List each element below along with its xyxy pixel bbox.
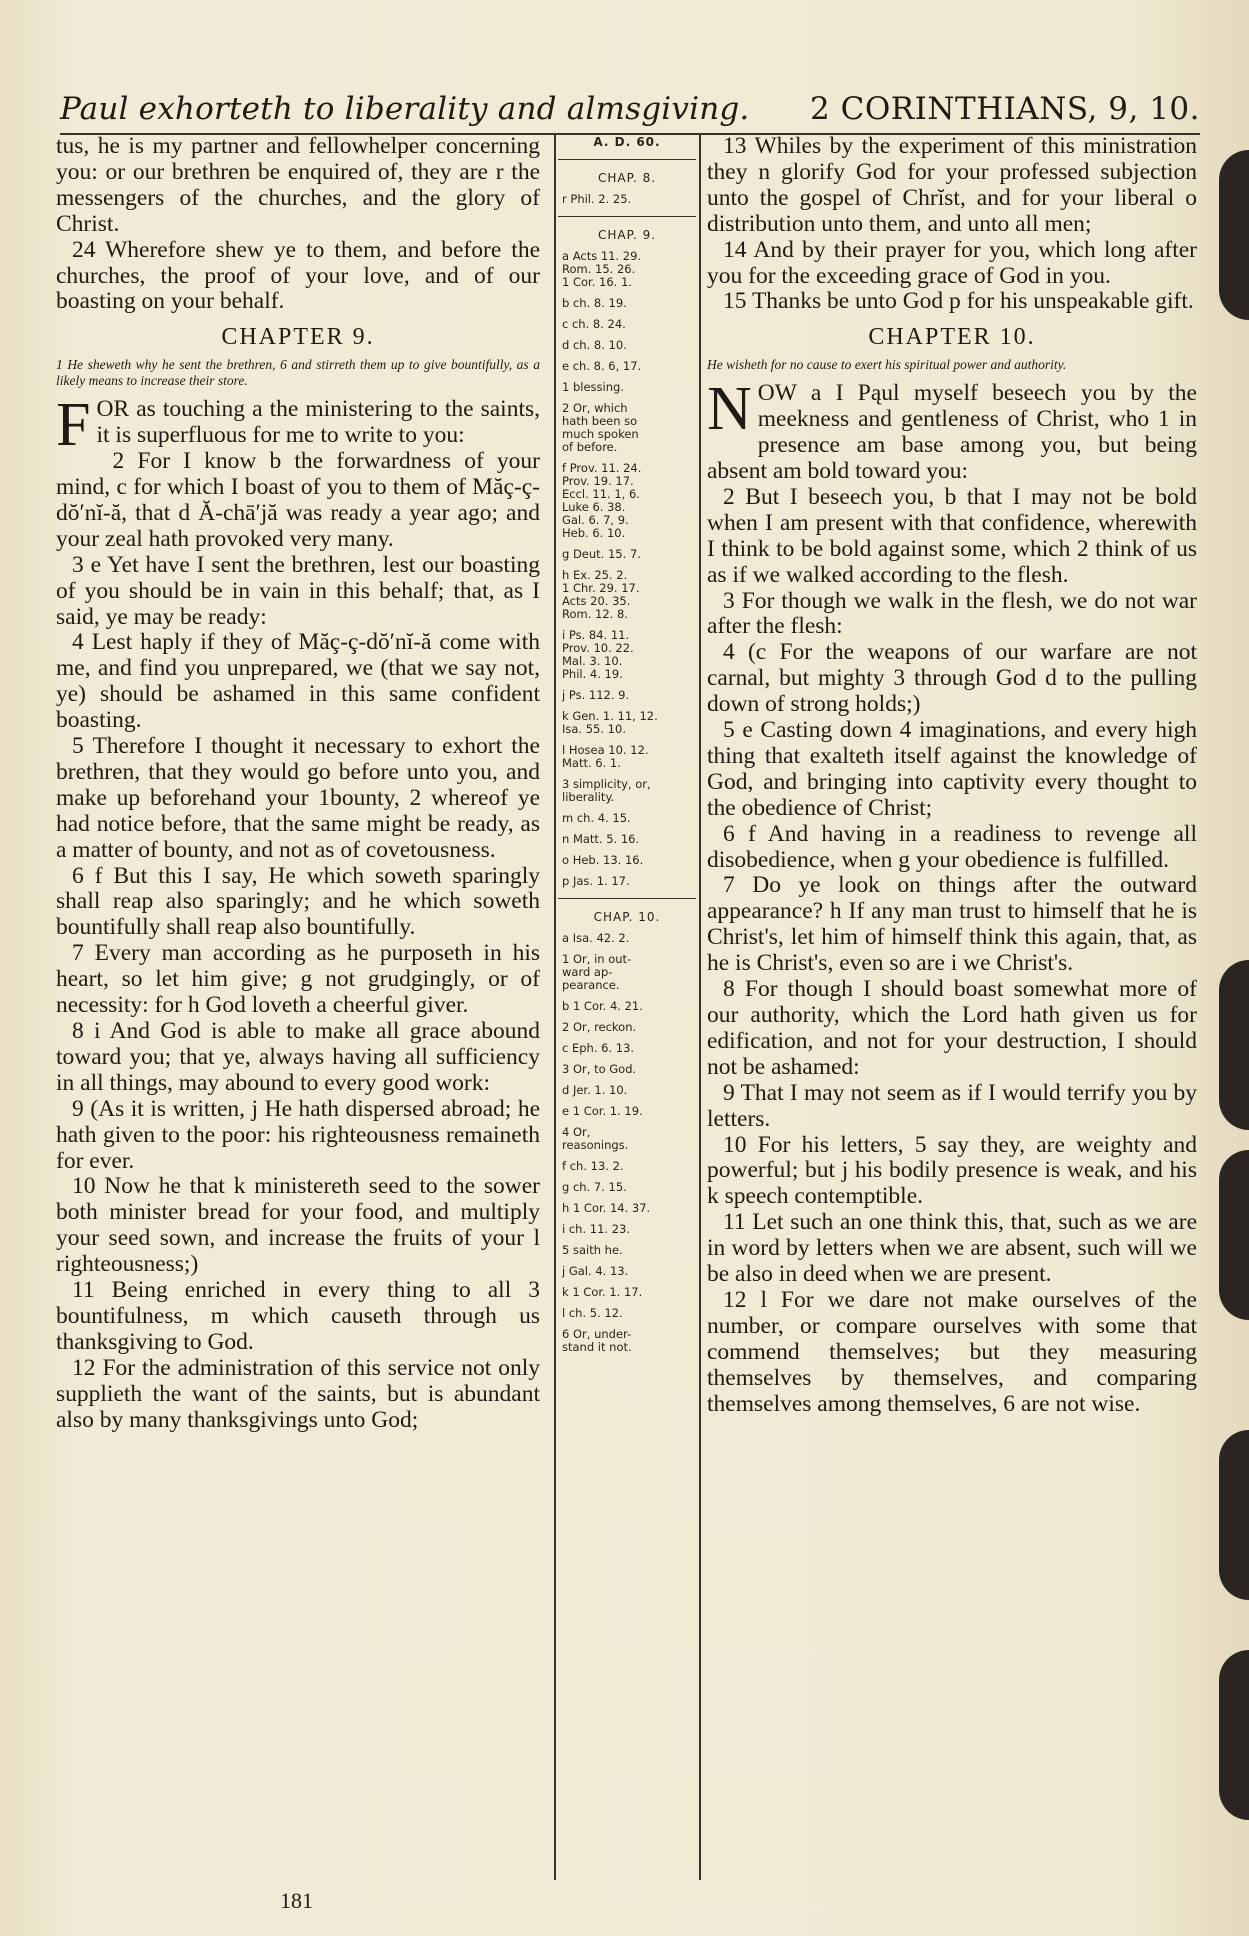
cross-reference: i Ps. 84. 11. Prov. 10. 22. Mal. 3. 10. Phil. 4. 19.	[562, 628, 634, 681]
cross-reference: k Gen. 1. 11, 12. Isa. 55. 10.	[562, 709, 658, 736]
verse-paragraph: 15 Thanks be unto God p for his unspeakable gift.	[723, 288, 1194, 315]
cross-reference: f Prov. 11. 24. Prov. 19. 17. Eccl. 11. 1, 6. Luke 6. 38. Gal. 6. 7, 9. Heb. 6. 10.	[562, 461, 642, 540]
cross-reference: e 1 Cor. 1. 19.	[562, 1104, 643, 1118]
verse-paragraph: 9 That I may not seem as if I would terrify you by letters.	[707, 1079, 1197, 1132]
cross-reference: 3 simplicity, or, liberality.	[562, 777, 651, 804]
running-header	[60, 75, 1200, 135]
reference-rule	[558, 898, 696, 899]
reference-chapter-9: CHAP. 9.	[597, 228, 657, 242]
cross-reference: b ch. 8. 19.	[562, 296, 627, 310]
drop-cap-letter: N	[707, 375, 752, 444]
thumb-index-tab[interactable]	[1219, 960, 1249, 1130]
cross-reference: 2 Or, which hath been so much spoken of before.	[562, 401, 639, 454]
cross-reference: l ch. 5. 12.	[562, 1306, 623, 1320]
verse-paragraph: 3 e Yet have I sent the brethren, lest our boasting of you should be in vain in this behalf; that, as I said, ye may be ready:	[56, 551, 540, 630]
cross-reference: 1 blessing.	[562, 380, 624, 394]
drop-cap-letter: F	[56, 391, 91, 460]
thumb-index-tab[interactable]	[1219, 1150, 1249, 1320]
verse-paragraph: 8 i And God is able to make all grace abound toward you; that ye, always having all sufficiency in all things, may abound to every good work:	[56, 1018, 540, 1096]
header-title-right: 2 CORINTHIANS, 9, 10.	[810, 91, 1200, 127]
cross-reference: 3 Or, to God.	[562, 1062, 637, 1076]
verse-paragraph: 12 For the administration of this service not only supplieth the want of the saints, but is abundant also by many thanksgivings unto God;	[56, 1354, 540, 1433]
cross-reference: c ch. 8. 24.	[562, 317, 626, 331]
verse-paragraph: 4 (c For the weapons of our warfare are not carnal, but mighty 3 through God d to the pulling down of strong holds;)	[707, 639, 1197, 718]
cross-reference: f ch. 13. 2.	[562, 1159, 624, 1173]
verse-paragraph: 5 Therefore I thought it necessary to exhort the brethren, that they would go before unto you, and make up beforehand your 1bounty, 2 whereof ye had notice before, that the same might be ready, as a matter of bounty, and not as of covetousness.	[56, 733, 540, 863]
verse-paragraph: 8 For though I should boast somewhat more of our authority, which the Lord hath given us for edification, and not for your destruction, I should not be ashamed:	[707, 976, 1197, 1080]
page-number: 181	[280, 1888, 313, 1913]
column-divider-right	[699, 134, 701, 1880]
verse-paragraph: 12 l For we dare not make ourselves of the number, or compare ourselves with some that commend themselves; but they measuring themselves by themselves, and comparing themselves among themselves, 6 are not wise.	[707, 1286, 1197, 1417]
reference-rule	[558, 159, 696, 160]
verse-paragraph: 2 But I beseech you, b that I may not be bold when I am present with that confidence, wherewith I think to be bold against some, which 2 think of us as if we walked according to the flesh.	[707, 483, 1197, 588]
chapter-10-heading: CHAPTER 10.	[868, 324, 1036, 351]
verse-paragraph: 7 Every man according as he purposeth in his heart, so let him give; g not grudgingly, or of necessity: for h God loveth a cheerful giver.	[56, 940, 540, 1019]
chapter-10-summary: He wisheth for no cause to exert his spiritual power and authority.	[707, 357, 1067, 373]
anno-domini-date: A. D. 60.	[593, 135, 661, 149]
cross-reference: n Matt. 5. 16.	[562, 832, 640, 846]
thumb-index-tab[interactable]	[1219, 1650, 1249, 1820]
verse-paragraph: 10 For his letters, 5 say they, are weighty and powerful; but j his bodily presence is weak, and his k speech contemptible.	[707, 1131, 1197, 1210]
chapter-9-summary: 1 He sheweth why he sent the brethren, 6 and stirreth them up to give bountifully, as a likely means to increase their store.	[56, 357, 540, 389]
verse-paragraph: 3 For though we walk in the flesh, we do not war after the flesh:	[707, 587, 1197, 640]
cross-reference: h Ex. 25. 2. 1 Chr. 29. 17. Acts 20. 35. Rom. 12. 8.	[562, 568, 640, 621]
cross-reference: 5 saith he.	[562, 1243, 623, 1257]
cross-reference: 6 Or, under- stand it not.	[562, 1327, 632, 1354]
column-divider-left	[554, 134, 556, 1880]
verse-paragraph: 4 Lest haply if they of Măç-ç-dŏ′nĭ-ă come with me, and find you unprepared, we (that we say not, ye) should be ashamed in this same confident boasting.	[56, 629, 540, 734]
cross-reference: c Eph. 6. 13.	[562, 1041, 635, 1055]
cross-reference: j Gal. 4. 13.	[562, 1264, 629, 1278]
verse-paragraph: 13 Whiles by the experiment of this ministration they n glorify God for your professed subjection unto the gospel of Chrĭst, and for your liberal o distribution unto them, and unto all men;	[707, 133, 1197, 237]
header-title-left: Paul exhorteth to liberality and almsgiving.	[60, 91, 750, 127]
verse-paragraph: 24 Wherefore shew ye to them, and before the churches, the proof of your love, and of our boasting on your behalf.	[56, 236, 540, 315]
verse-paragraph: 6 f But this I say, He which soweth sparingly shall reap also sparingly; and he which soweth bountifully shall reap also bountifully.	[56, 862, 540, 941]
chapter-10-verse-1	[707, 375, 1197, 485]
verse-paragraph: 11 Let such an one think this, that, such as we are in word by letters when we are absent, such will we be also in deed when we are present.	[707, 1209, 1197, 1288]
cross-reference: l Hosea 10. 12. Matt. 6. 1.	[562, 743, 649, 770]
cross-reference: j Ps. 112. 9.	[562, 688, 630, 702]
cross-reference: m ch. 4. 15.	[562, 811, 631, 825]
cross-reference: d Jer. 1. 10.	[562, 1083, 628, 1097]
verse-paragraph: 6 f And having in a readiness to revenge all disobedience, when g your obedience is fulfilled.	[707, 820, 1197, 873]
reference-chapter-8: CHAP. 8.	[597, 171, 657, 185]
cross-reference: o Heb. 13. 16.	[562, 853, 644, 867]
center-reference-column	[558, 134, 696, 1354]
reference-rule	[558, 216, 696, 217]
verse-paragraph: 14 And by their prayer for you, which long after you for the exceeding grace of God in you.	[707, 236, 1197, 289]
cross-reference: i ch. 11. 23.	[562, 1222, 631, 1236]
chapter-9-verse-1	[56, 391, 540, 460]
verse-paragraph: 7 Do ye look on things after the outward appearance? h If any man trust to himself that he is Christ's, let him of himself think this again, that, as he is Christ's, even so are i we Christ's.	[707, 872, 1197, 977]
verse-paragraph: 5 e Casting down 4 imaginations, and every high thing that exalteth itself against the knowledge of God, and bringing into captivity every thought to the obedience of Christ;	[707, 717, 1197, 821]
cross-reference: g ch. 7. 15.	[562, 1180, 627, 1194]
verse-text: OW a I Pąul myself beseech you by the meekness and gentleness of Christ, who 1 in presence am base among you, but being absent am bold toward you:	[707, 380, 1197, 484]
cross-reference: 1 Or, in out- ward ap- pearance.	[562, 952, 632, 992]
cross-reference: b 1 Cor. 4. 21.	[562, 999, 643, 1013]
cross-reference: h 1 Cor. 14. 37.	[562, 1201, 651, 1215]
cross-reference: g Deut. 15. 7.	[562, 547, 641, 561]
verse-paragraph: tus, he is my partner and fellowhelper concerning you: or our brethren be enquired of, they are r the messengers of the churches, and the glory of Christ.	[56, 133, 540, 237]
cross-reference: 2 Or, reckon.	[562, 1020, 637, 1034]
cross-reference: 4 Or, reasonings.	[562, 1125, 629, 1152]
cross-reference: a Acts 11. 29. Rom. 15. 26. 1 Cor. 16. 1.	[562, 249, 642, 289]
thumb-index-tab[interactable]	[1219, 150, 1249, 320]
cross-reference: d ch. 8. 10.	[562, 338, 627, 352]
verse-paragraph: 2 For I know b the forwardness of your mind, c for which I boast of you to them of Măç-ç-dŏ′nĭ-ă, that d Ă-chā′jă was ready a year ago; and your zeal hath provoked very many.	[56, 448, 540, 552]
reference-chapter-10: CHAP. 10.	[593, 910, 661, 924]
cross-reference: k 1 Cor. 1. 17.	[562, 1285, 643, 1299]
cross-reference: p Jas. 1. 17.	[562, 874, 630, 888]
verse-text: OR as touching a the ministering to the saints, it is superfluous for me to write to you:	[96, 396, 540, 449]
left-text-column	[56, 134, 540, 1434]
right-text-column	[707, 134, 1197, 1418]
cross-reference: a Isa. 42. 2.	[562, 931, 630, 945]
cross-reference: r Phil. 2. 25.	[562, 192, 632, 206]
thumb-index-tab[interactable]	[1219, 1430, 1249, 1600]
verse-paragraph: 9 (As it is written, j He hath dispersed abroad; he hath given to the poor: his righteousness remaineth for ever.	[56, 1095, 540, 1174]
verse-paragraph: 10 Now he that k ministereth seed to the sower both minister bread for your food, and multiply your seed sown, and increase the fruits of your l righteousness;)	[56, 1173, 540, 1278]
verse-paragraph: 11 Being enriched in every thing to all 3 bountifulness, m which causeth through us thanksgiving to God.	[56, 1277, 540, 1355]
cross-reference: e ch. 8. 6, 17.	[562, 359, 642, 373]
chapter-9-heading: CHAPTER 9.	[221, 324, 375, 351]
